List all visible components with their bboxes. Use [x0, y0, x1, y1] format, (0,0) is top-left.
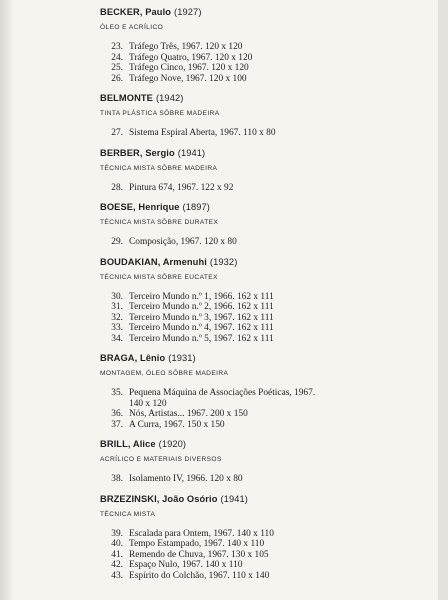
work-item	[100, 292, 430, 303]
artist-heading	[100, 438, 430, 450]
entry-spacer	[100, 193, 430, 200]
work-number: 42.	[111, 560, 123, 570]
work-description: Remendo de Chuva, 1967. 130 x 105	[129, 549, 269, 560]
artist-medium: ACRÍLICO E MATERIAIS DIVERSOS	[100, 456, 222, 463]
work-description: Composição, 1967. 120 x 80	[129, 237, 237, 247]
work-description: 140 x 120	[129, 398, 167, 409]
work-number: 28.	[111, 182, 123, 193]
work-number: 26.	[111, 73, 123, 84]
work-description: Sistema Espiral Aberta, 1967. 110 x 80	[129, 128, 276, 138]
work-item	[100, 550, 430, 561]
artist-birth-year: (1927)	[174, 7, 202, 17]
work-description: Terceiro Mundo n.º 2, 1966. 162 x 111	[129, 302, 274, 312]
work-number: 41.	[111, 549, 123, 560]
artist-entry	[100, 352, 430, 437]
work-number: 38.	[111, 474, 123, 484]
artist-entry	[100, 201, 430, 255]
work-number: 36.	[111, 409, 123, 419]
artist-entry	[100, 147, 430, 201]
artist-name: BRILL, Alice	[100, 439, 156, 449]
artist-birth-year: (1941)	[177, 147, 206, 158]
work-number: 29.	[111, 237, 123, 247]
artist-medium: TÉCNICA MISTA SÔBRE MADEIRA	[100, 164, 218, 172]
work-number: 34.	[111, 333, 123, 344]
artist-entry	[100, 438, 430, 492]
work-number: 39.	[111, 528, 123, 539]
work-item	[100, 53, 430, 64]
artist-medium: TÉCNICA MISTA SÔBRE DURATEX	[100, 219, 219, 226]
work-number: 25.	[111, 63, 123, 73]
artist-name: BRAGA, Lênio	[100, 353, 166, 363]
works-list	[100, 237, 430, 248]
works-list	[100, 183, 430, 194]
works-list	[100, 388, 430, 430]
artist-name: BOUDAKIAN, Armenuhi	[100, 256, 207, 267]
work-description: Espírito do Colchão, 1967. 110 x 140	[129, 570, 270, 581]
works-list	[100, 292, 430, 345]
artist-medium: ÓLEO E ACRÍLICO	[100, 24, 164, 31]
work-number: 30.	[111, 291, 123, 302]
work-item	[100, 529, 430, 540]
work-number: 37.	[111, 419, 123, 430]
entry-spacer	[100, 248, 430, 255]
work-number: 33.	[111, 323, 123, 333]
work-item	[100, 420, 430, 431]
work-description: Tráfego Nove, 1967. 120 x 100	[129, 73, 247, 84]
work-description: Pequena Máquina de Associações Poéticas, 1967.	[129, 388, 316, 398]
work-number: 31.	[111, 302, 123, 312]
work-item	[100, 409, 430, 420]
artist-entry	[100, 493, 430, 589]
work-description: Tráfego Cinco, 1967. 120 x 120	[129, 63, 249, 73]
artist-list	[100, 6, 430, 589]
work-number: 43.	[111, 570, 123, 581]
work-description: Espaço Nulo, 1967. 140 x 110	[129, 560, 243, 570]
work-number: 24.	[111, 52, 123, 63]
artist-medium: TÉCNICA MISTA	[100, 510, 156, 518]
work-item	[100, 399, 430, 410]
work-number	[100, 399, 129, 410]
artist-birth-year: (1941)	[220, 493, 248, 504]
work-item	[100, 313, 430, 324]
artist-name: BELMONTE	[100, 93, 153, 103]
work-description: Tráfego Quatro, 1967. 120 x 120	[129, 52, 253, 63]
artist-medium: MONTAGEM, ÓLEO SÔBRE MADEIRA	[100, 370, 229, 377]
artist-medium: TINTA PLÁSTICA SÔBRE MADEIRA	[100, 110, 220, 117]
work-item	[100, 42, 430, 53]
page-margin-shadow	[0, 0, 14, 600]
work-number: 23.	[111, 42, 123, 52]
work-item	[100, 323, 430, 334]
work-description: Nós, Artistas... 1967. 200 x 150	[129, 409, 248, 419]
work-item	[100, 74, 430, 85]
work-description: Pintura 674, 1967. 122 x 92	[129, 182, 234, 193]
work-item	[100, 63, 430, 74]
work-description: Terceiro Mundo n.º 1, 1966. 162 x 111	[129, 291, 274, 302]
work-item	[100, 302, 430, 313]
work-item	[100, 571, 430, 582]
artist-medium: TÉCNICA MISTA SÔBRE EUCATEX	[100, 273, 218, 281]
entry-spacer	[100, 344, 430, 351]
artist-heading	[100, 352, 430, 364]
work-item	[100, 539, 430, 550]
artist-heading	[100, 147, 430, 159]
work-description: Tempo Estampado, 1967. 140 x 110	[129, 539, 265, 549]
works-list	[100, 128, 430, 139]
work-item	[100, 237, 430, 248]
artist-name: BRZEZINSKI, João Osório	[100, 493, 218, 504]
artist-birth-year: (1932)	[209, 256, 238, 267]
work-description: A Curra, 1967. 150 x 150	[129, 419, 225, 430]
artist-name: BERBER, Sergio	[100, 147, 175, 158]
artist-birth-year: (1931)	[168, 353, 196, 363]
work-item	[100, 474, 430, 485]
entry-spacer	[100, 485, 430, 492]
work-item	[100, 128, 430, 139]
artist-birth-year: (1942)	[155, 93, 184, 103]
artist-name: BECKER, Paulo	[100, 7, 172, 17]
work-item	[100, 388, 430, 399]
work-description: Terceiro Mundo n.º 5, 1967. 162 x 111	[129, 333, 274, 344]
work-item	[100, 560, 430, 571]
work-item	[100, 183, 430, 194]
works-list	[100, 42, 430, 84]
work-number: 40.	[111, 539, 123, 549]
work-item	[100, 334, 430, 345]
artist-heading	[100, 256, 430, 268]
works-list	[100, 529, 430, 582]
work-description: Escalada para Ontem, 1967. 140 x 110	[129, 528, 274, 539]
entry-spacer	[100, 430, 430, 437]
entry-spacer	[100, 84, 430, 91]
entry-spacer	[100, 581, 430, 588]
artist-entry	[100, 92, 430, 146]
artist-entry	[100, 6, 430, 91]
work-description: Terceiro Mundo n.º 4, 1967. 162 x 111	[129, 323, 274, 333]
artist-birth-year: (1920)	[158, 439, 187, 449]
artist-birth-year: (1897)	[182, 202, 210, 212]
artist-heading	[100, 92, 430, 104]
work-number: 27.	[111, 128, 123, 138]
artist-name: BOESE, Henrique	[100, 202, 180, 212]
work-number: 35.	[111, 388, 123, 398]
work-number: 32.	[111, 312, 123, 323]
artist-entry	[100, 256, 430, 352]
work-description: Tráfego Três, 1967. 120 x 120	[129, 42, 243, 52]
artist-heading	[100, 201, 430, 213]
works-list	[100, 474, 430, 485]
artist-heading	[100, 493, 430, 505]
entry-spacer	[100, 139, 430, 146]
artist-heading	[100, 6, 430, 18]
work-description: Terceiro Mundo n.º 3, 1967. 162 x 111	[129, 312, 274, 323]
work-description: Isolamento IV, 1966. 120 x 80	[129, 474, 243, 484]
